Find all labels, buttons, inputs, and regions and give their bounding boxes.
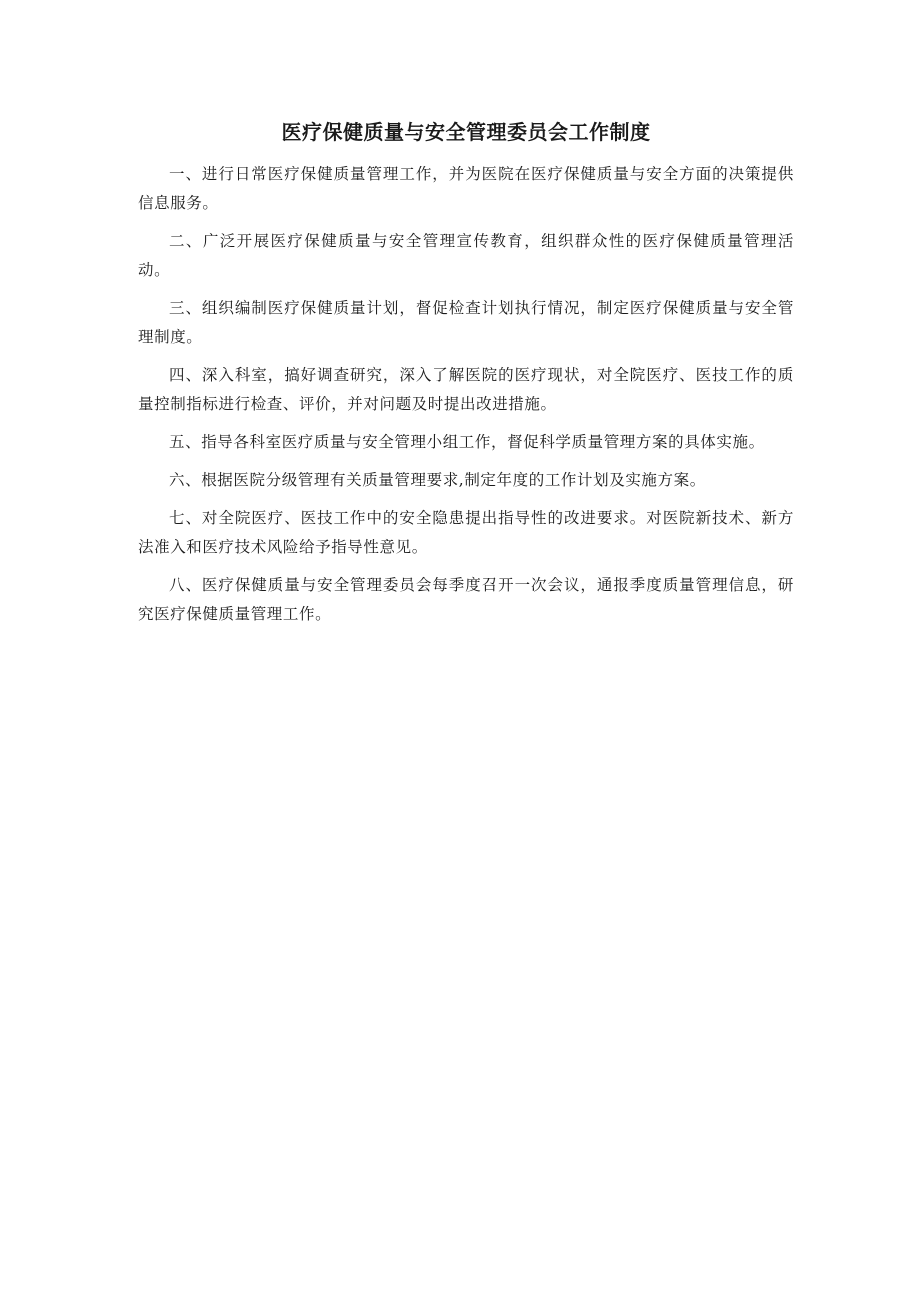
document-body [138,116,794,638]
paragraph-5: 五、指导各科室医疗质量与安全管理小组工作，督促科学质量管理方案的具体实施。 [169,433,765,451]
paragraph-1: 一、进行日常医疗保健质量管理工作，并为医院在医疗保健质量与安全方面的决策提供信息服务。 [138,165,794,212]
document-title: 医疗保健质量与安全管理委员会工作制度 [281,120,651,144]
paragraph-6: 六、根据医院分级管理有关质量管理要求,制定年度的工作计划及实施方案。 [169,471,706,489]
paragraph-3: 三、组织编制医疗保健质量计划，督促检查计划执行情况，制定医疗保健质量与安全管理制度。 [138,299,794,346]
paragraph-4: 四、深入科室，搞好调查研究，深入了解医院的医疗现状，对全院医疗、医技工作的质量控制指标进行检查、评价，并对问题及时提出改进措施。 [138,366,794,413]
paragraph-8: 八、医疗保健质量与安全管理委员会每季度召开一次会议，通报季度质量管理信息，研究医疗保健质量管理工作。 [138,576,794,623]
paragraph-7: 七、对全院医疗、医技工作中的安全隐患提出指导性的改进要求。对医院新技术、新方法准入和医疗技术风险给予指导性意见。 [138,509,794,556]
paragraph-2: 二、广泛开展医疗保健质量与安全管理宣传教育，组织群众性的医疗保健质量管理活动。 [138,232,794,279]
